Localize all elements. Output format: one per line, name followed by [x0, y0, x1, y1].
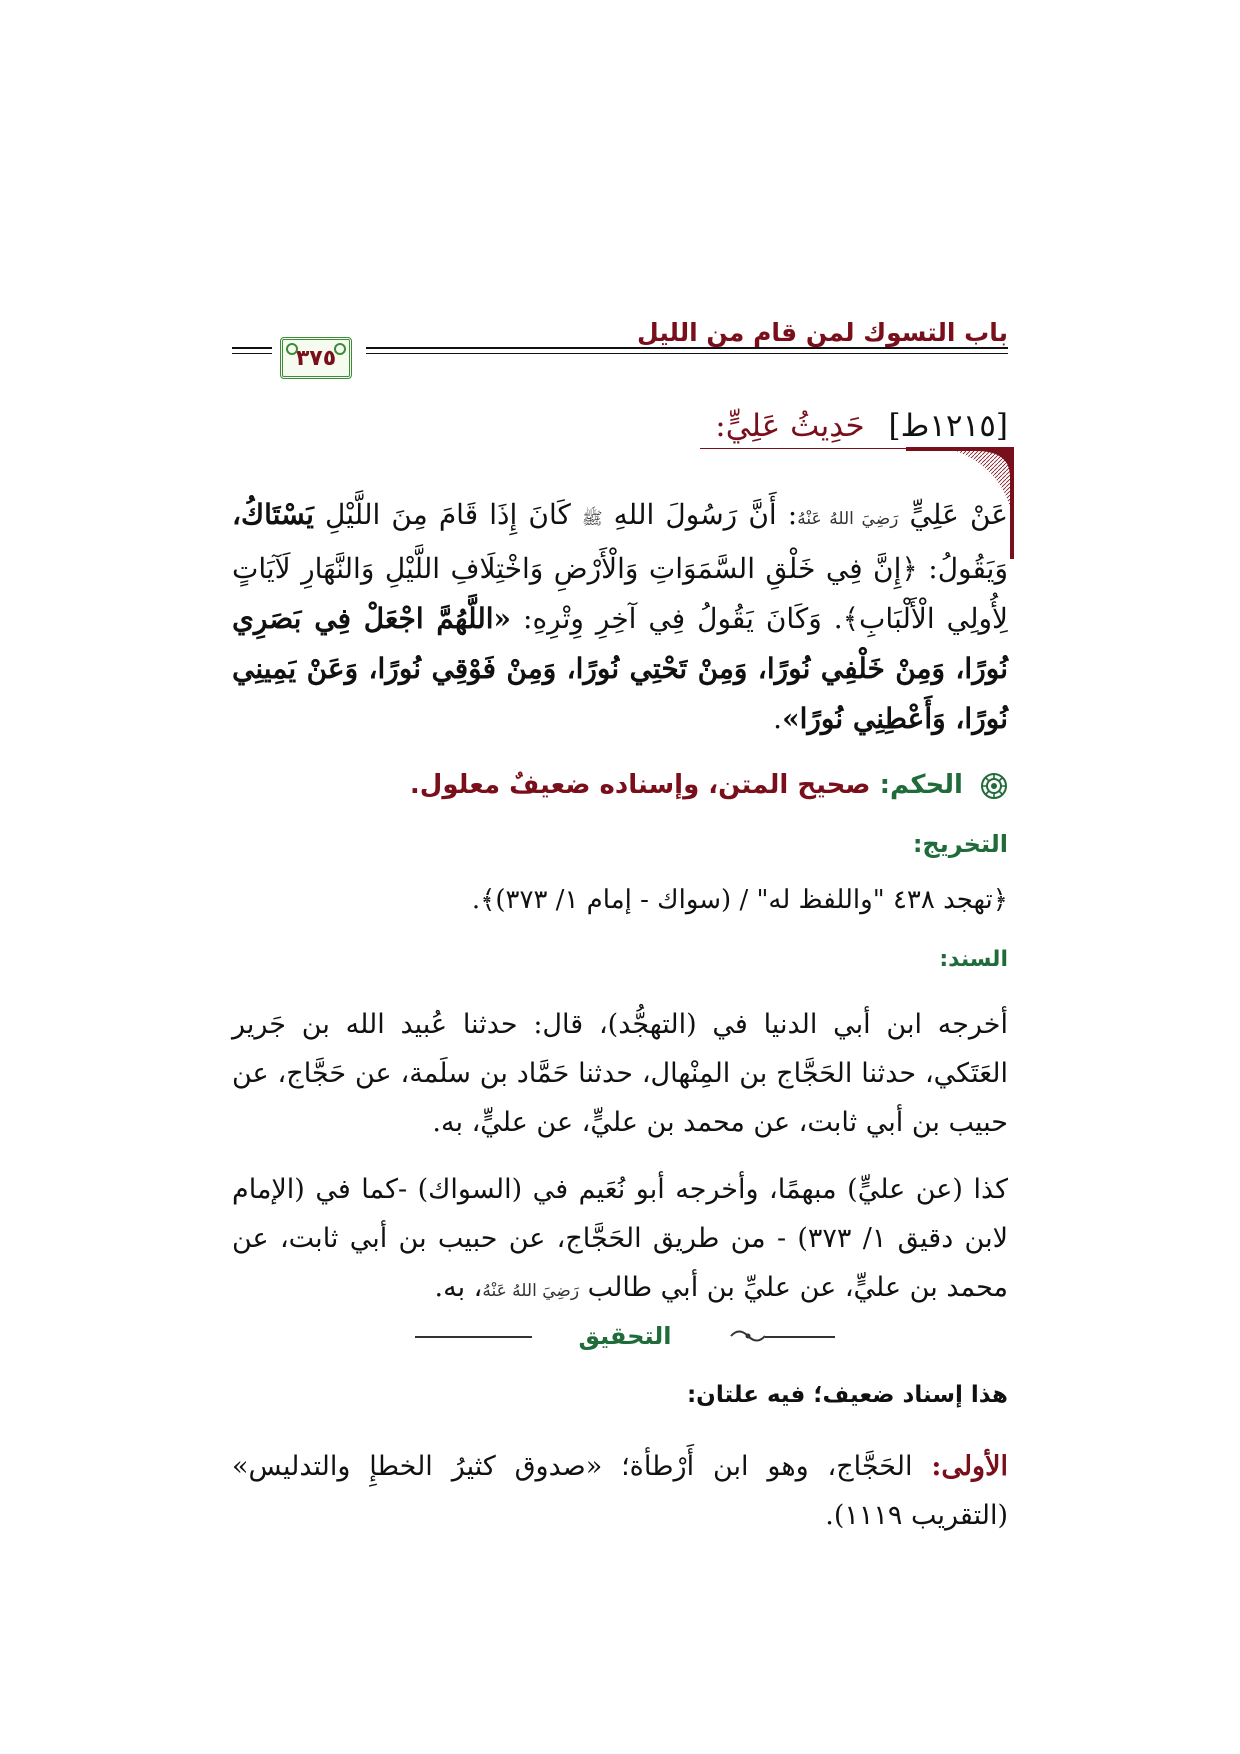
header-rule-right-top — [366, 347, 1008, 349]
tahqiq-heading: التحقيق — [532, 1322, 717, 1350]
header-rule-right-bottom — [366, 353, 1008, 354]
takhrij-heading: التخريج: — [912, 830, 1008, 858]
matn-end: . — [773, 702, 783, 735]
page-number-badge — [280, 337, 352, 379]
analysis-heading: هذا إسناد ضعيف؛ فيه علتان: — [686, 1382, 1008, 1408]
tahqiq-divider — [415, 1318, 835, 1354]
page-number: ٣٧٥ — [295, 345, 337, 371]
hukm-line — [410, 770, 1008, 800]
hadith-matn — [232, 490, 1008, 744]
flower-ornament-icon — [980, 772, 1008, 800]
divider-line-right — [765, 1336, 835, 1338]
first-illah — [232, 1442, 1008, 1540]
first-illah-text: الحَجَّاج، وهو ابن أَرْطأة؛ «صدوق كثيرُ الخطإِ والتدليس» (التقريب ١١١٩). — [232, 1451, 1008, 1531]
hadith-name: حَدِيثُ عَلِيٍّ: — [715, 408, 865, 444]
sanad-text: أخرجه ابن أبي الدنيا في (التهجُّد)، قال: حدثنا عُبيد الله بن جَرير العَتَكي، حدثنا الحَجَّاج بن المِنْهال، حدثنا حَمَّاد بن سلَمة، عن حَجَّاج، عن حبيب بن أبي ثابت، عن محمد بن عليٍّ، عن عليٍّ، به. — [232, 1009, 1008, 1138]
honorific-ali: رَضِيَ اللهُ عَنْهُ — [797, 509, 899, 529]
sanad-heading: السند: — [939, 947, 1008, 972]
matn-part-3: كَانَ إِذَا قَامَ مِنَ اللَّيْلِ — [325, 498, 571, 531]
note-text-after: ، به. — [434, 1272, 483, 1303]
hadith-title — [715, 408, 1008, 444]
matn-part-1: عَنْ عَلِيٍّ — [909, 498, 1008, 531]
matn-bold-1: يَسْتَاكُ، — [232, 498, 314, 531]
honorific-ali-note: رَضِيَ اللهُ عَنْهُ — [482, 1281, 580, 1301]
note-paragraph — [232, 1165, 1008, 1316]
header-rule-left-bottom — [232, 353, 272, 354]
divider-flourish-right-icon — [729, 1327, 767, 1345]
hukm-label: الحكم: — [879, 770, 963, 800]
takhrij-line: ﴿تهجد ٤٣٨ "واللفظ له" / (سواك - إمام ١/ ٣٧٣)﴾. — [471, 885, 1008, 915]
matn-part-4: وَيَقُولُ: ﴿إِنَّ فِي خَلْقِ السَّمَوَاتِ وَالْأَرْضِ وَاخْتِلَافِ اللَّيْلِ وَالنَّهَارِ لَآيَاتٍ لِأُولِي الْأَلْبَابِ﴾. وَكَانَ يَقُولُ فِي آخِرِ وِتْرِهِ: — [232, 552, 1009, 635]
matn-part-2: : أَنَّ رَسُولَ اللهِ — [613, 498, 798, 531]
note-text-before: كذا (عن عليٍّ) مبهمًا، وأخرجه أبو نُعَيم في (السواك) -كما في (الإمام لابن دقيق ١/ ٣٧٣) - من طريق الحَجَّاج، عن حبيب بن أبي ثابت، عن محمد بن عليٍّ، عن عليِّ بن أبي طالب — [232, 1174, 1008, 1303]
hukm-text: صحيح المتن، وإسناده ضعيفٌ معلول. — [409, 770, 871, 800]
header-rule-left-top — [232, 347, 272, 349]
first-illah-label: الأولى: — [931, 1451, 1008, 1482]
matn-bold-2: «اللَّهُمَّ اجْعَلْ فِي بَصَرِي نُورًا، وَمِنْ خَلْفِي نُورًا، وَمِنْ تَحْتِي نُورًا، وَمِنْ فَوْقِي نُورًا، وَعَنْ يَمِينِي نُورًا، وَأَعْطِنِي نُورًا» — [232, 602, 1008, 735]
running-head: باب التسوك لمن قام من الليل — [637, 318, 1008, 347]
hadith-number: [١٢١٥ط] — [888, 408, 1008, 444]
divider-line-left — [415, 1336, 535, 1338]
honorific-prophet: ﷺ — [581, 509, 603, 529]
